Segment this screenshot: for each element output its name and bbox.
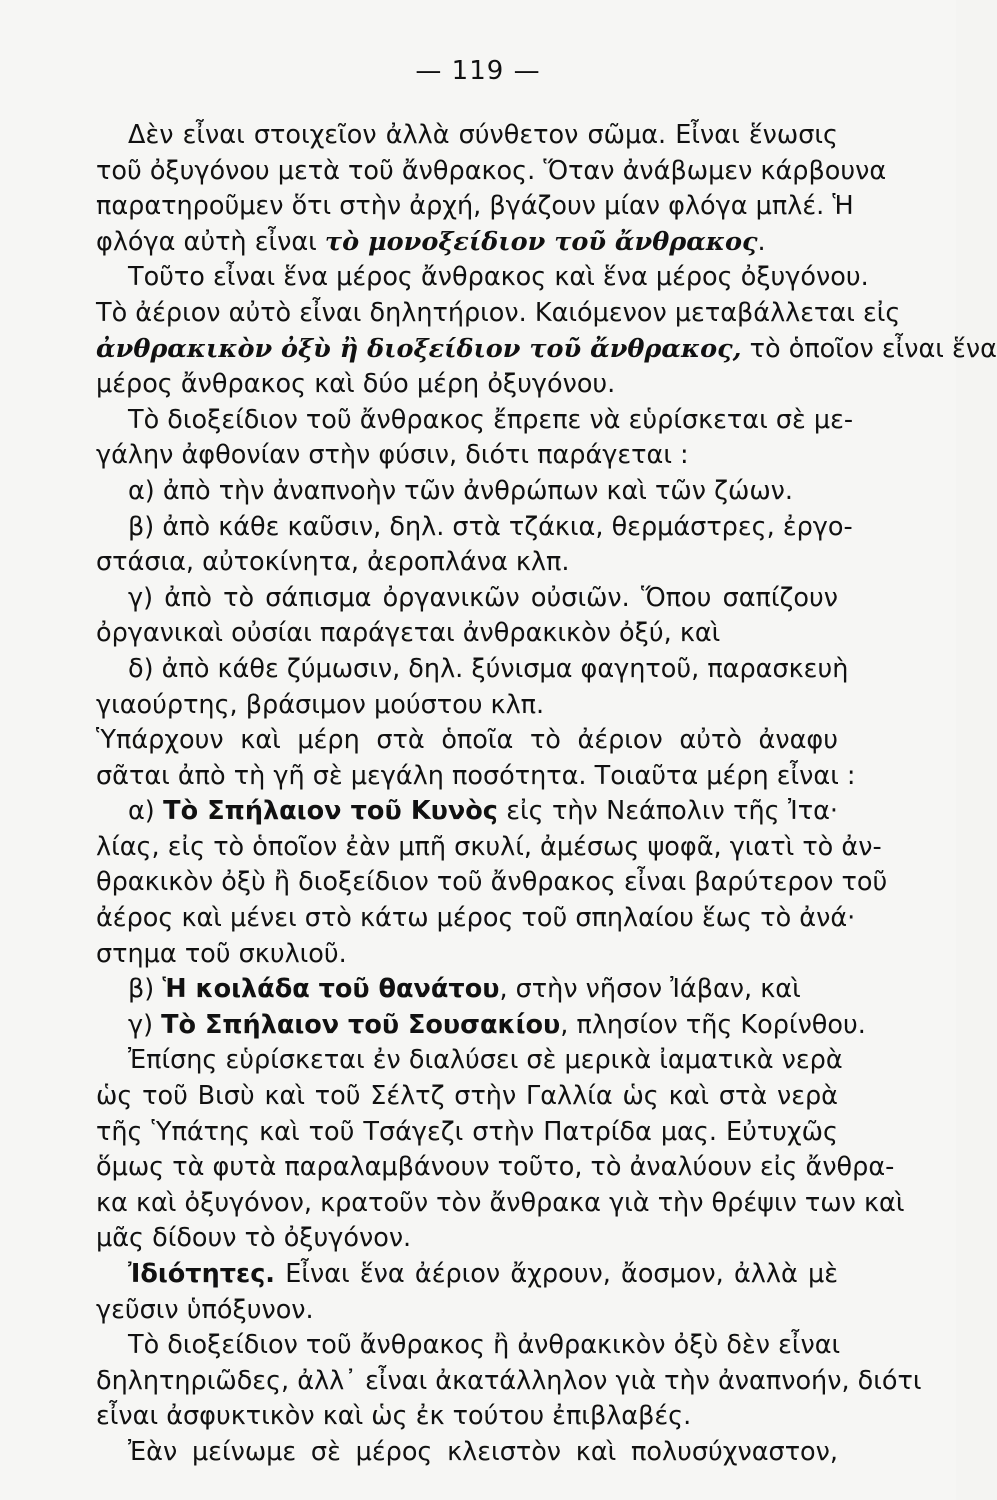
text-line: γάλην ἀφθονίαν στὴν φύσιν, διότι παράγεται : <box>96 440 689 471</box>
emphasized-term: τὸ μονοξείδιον τοῦ ἄνθρακος <box>324 226 758 257</box>
bold-term: Ἡ κοιλάδα τοῦ θανάτου <box>162 974 500 1005</box>
text-line: ὀργανικαὶ οὐσίαι παράγεται ἀνθρακικὸν ὀξύ, καὶ <box>96 618 721 649</box>
text-line: σᾶται ἀπὸ τὴ γῆ σὲ μεγάλη ποσότητα. Τοιαῦτα μέρη εἶναι : <box>96 760 856 791</box>
text-line: γ) ἀπὸ τὸ σάπισμα ὀργανικῶν οὐσιῶν. Ὅπου σαπίζουν <box>128 582 838 613</box>
text-line: Ἐὰν μείνωμε σὲ μέρος κλειστὸν καὶ πολυσύχναστον, <box>128 1436 838 1467</box>
text-line: β) ἀπὸ κάθε καῦσιν, δηλ. στὰ τζάκια, θερμάστρες, ἐργο- <box>128 511 853 542</box>
text-segment: α) <box>128 796 164 827</box>
text-line: δηλητηριῶδες, ἀλλ᾽ εἶναι ἀκατάλληλον γιὰ τὴν ἀναπνοήν, διότι <box>96 1365 922 1396</box>
text-line: α) ἀπὸ τὴν ἀναπνοὴν τῶν ἀνθρώπων καὶ τῶν ζώων. <box>128 475 794 506</box>
text-line: Τοῦτο εἶναι ἕνα μέρος ἄνθρακος καὶ ἕνα μέρος ὀξυγόνου. <box>128 262 869 293</box>
bold-term: Ἰδιότητες. <box>128 1259 275 1289</box>
text-segment: Εἶναι ἕνα ἀέριον ἄχρουν, ἄοσμον, ἀλλὰ μὲ <box>275 1259 838 1289</box>
body-text <box>96 118 997 1471</box>
text-line: ὅμως τὰ φυτὰ παραλαμβάνουν τοῦτο, τὸ ἀναλύουν εἰς ἄνθρα- <box>96 1152 895 1183</box>
text-line: Ἐπίσης εὑρίσκεται ἐν διαλύσει σὲ μερικὰ ἰαματικὰ νερὰ <box>128 1045 843 1076</box>
text-line: στάσια, αὐτοκίνητα, ἀεροπλάνα κλπ. <box>96 547 570 578</box>
text-segment: γ) <box>128 1009 162 1040</box>
text-line <box>96 972 838 1008</box>
text-segment: τὸ ὁποῖον εἶναι ἕνα <box>741 333 997 364</box>
text-segment: , στὴν νῆσον Ἰάβαν, καὶ <box>499 974 801 1005</box>
text-line <box>96 225 838 261</box>
text-segment: εἰς τὴν Νεάπολιν τῆς Ἰτα· <box>497 796 838 827</box>
text-line: Τὸ διοξείδιον τοῦ ἄνθρακος ἔπρεπε νὰ εὑρίσκεται σὲ με- <box>128 404 854 435</box>
text-line <box>96 1257 838 1293</box>
text-line: παρατηροῦμεν ὅτι στὴν ἀρχή, βγάζουν μίαν φλόγα μπλέ. Ἡ <box>96 191 854 222</box>
text-line: κα καὶ ὀξυγόνον, κρατοῦν τὸν ἄνθρακα γιὰ τὴν θρέψιν των καὶ <box>96 1187 905 1218</box>
text-line: μέρος ἄνθρακος καὶ δύο μέρη ὀξυγόνου. <box>96 369 616 400</box>
text-line <box>96 332 997 368</box>
text-line: ὡς τοῦ Βισὺ καὶ τοῦ Σέλτζ στὴν Γαλλία ὡς καὶ στὰ νερὰ <box>96 1081 838 1112</box>
text-line: λίας, εἰς τὸ ὁποῖον ἐὰν μπῆ σκυλί, ἀμέσως ψοφᾶ, γιατὶ τὸ ἀν- <box>96 831 882 862</box>
text-segment: φλόγα αὐτὴ εἶναι <box>96 226 325 257</box>
text-line: Τὸ διοξείδιον τοῦ ἄνθρακος ἢ ἀνθρακικὸν ὀξὺ δὲν εἶναι <box>128 1330 841 1361</box>
text-line: Ὑπάρχουν καὶ μέρη στὰ ὁποῖα τὸ ἀέριον αὐτὸ ἀναφυ <box>96 725 838 756</box>
text-line: εἶναι ἀσφυκτικὸν καὶ ὡς ἐκ τούτου ἐπιβλαβές. <box>96 1401 692 1432</box>
text-line: θρακικὸν ὀξὺ ἢ διοξείδιον τοῦ ἄνθρακος εἶναι βαρύτερον τοῦ <box>96 867 888 898</box>
text-line: Τὸ ἀέριον αὐτὸ εἶναι δηλητήριον. Καιόμενον μεταβάλλεται εἰς <box>96 297 901 328</box>
emphasized-term: ἀνθρακικὸν ὀξὺ ἢ διοξείδιον τοῦ ἄνθρακος, <box>96 333 742 364</box>
text-line: τῆς Ὑπάτης καὶ τοῦ Τσάγεζι στὴν Πατρίδα μας. Εὐτυχῶς <box>96 1116 838 1147</box>
text-segment: β) <box>128 974 163 1005</box>
text-segment: , πλησίον τῆς Κορίνθου. <box>560 1009 866 1040</box>
bold-term: Τὸ Σπήλαιον τοῦ Σουσακίου <box>161 1009 561 1040</box>
text-line: Δὲν εἶναι στοιχεῖον ἀλλὰ σύνθετον σῶμα. Εἶναι ἕνωσις <box>128 120 838 150</box>
text-segment: . <box>757 226 766 257</box>
text-line: στημα τοῦ σκυλιοῦ. <box>96 938 347 969</box>
text-line: τοῦ ὀξυγόνου μετὰ τοῦ ἄνθρακος. Ὅταν ἀνάβωμεν κάρβουνα <box>96 155 887 186</box>
page-number: — 119 — <box>415 56 541 86</box>
text-line: μᾶς δίδουν τὸ ὀξυγόνον. <box>96 1223 412 1254</box>
text-line <box>96 1008 866 1044</box>
text-line: δ) ἀπὸ κάθε ζύμωσιν, δηλ. ξύνισμα φαγητοῦ, παρασκευὴ <box>128 653 849 684</box>
bold-term: Τὸ Σπήλαιον τοῦ Κυνὸς <box>163 796 498 827</box>
text-line <box>96 794 838 830</box>
text-line: ἀέρος καὶ μένει στὸ κάτω μέρος τοῦ σπηλαίου ἕως τὸ ἀνά· <box>96 903 856 934</box>
text-line: γιαούρτης, βράσιμον μούστου κλπ. <box>96 689 545 720</box>
text-line: γεῦσιν ὑπόξυνον. <box>96 1294 314 1325</box>
